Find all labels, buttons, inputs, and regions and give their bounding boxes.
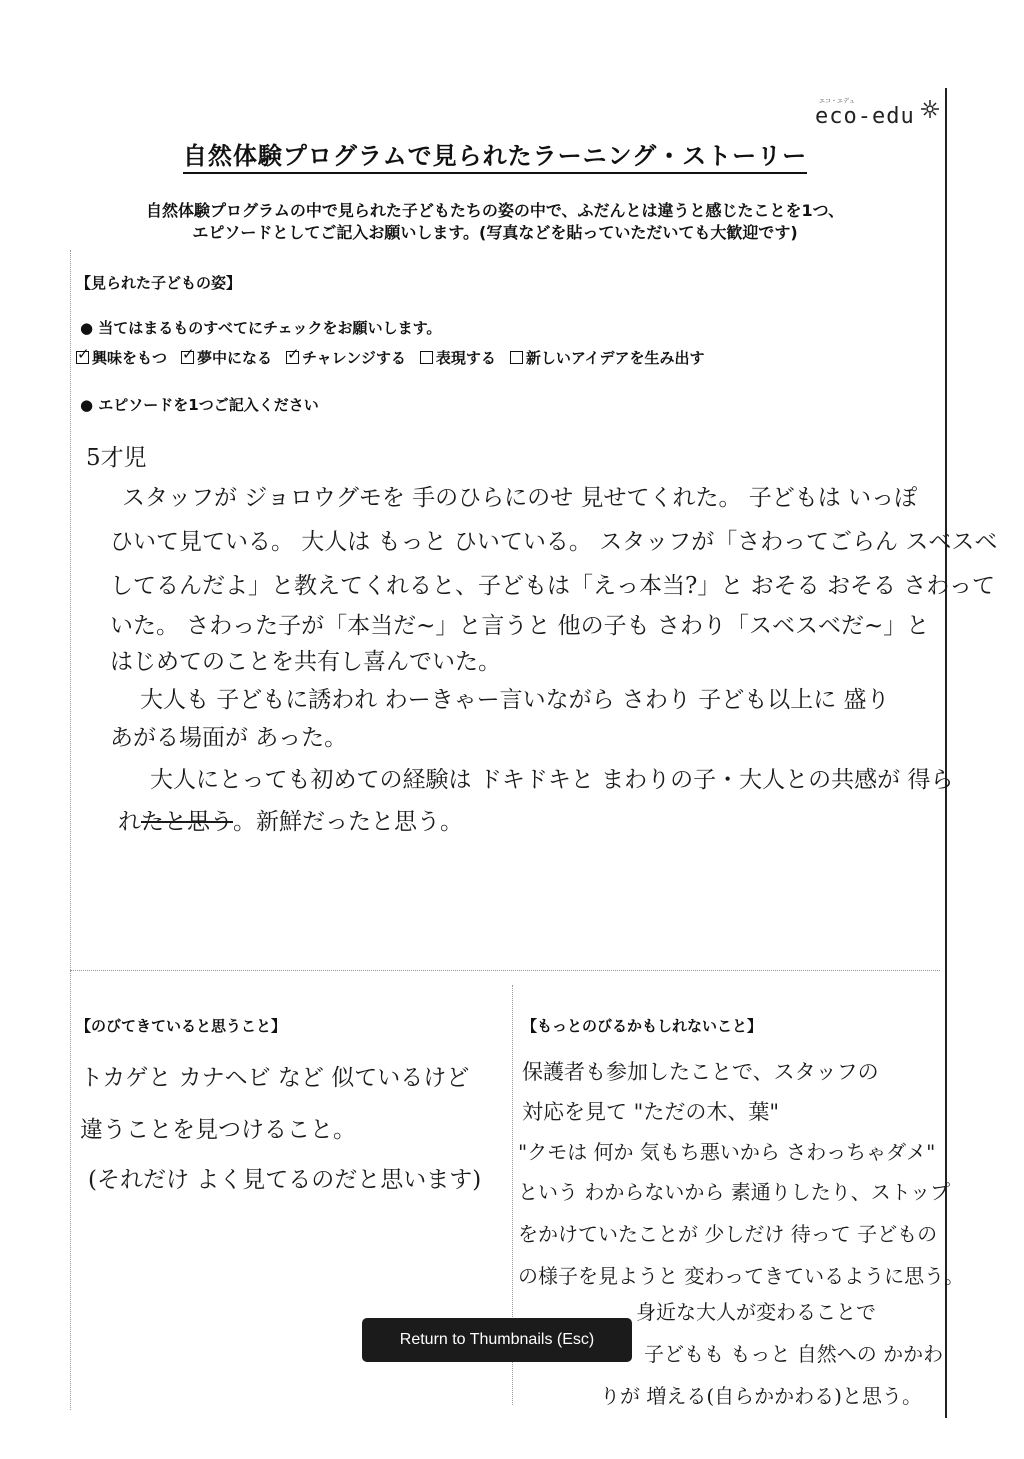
potential-section-heading: 【もっとのびるかもしれないこと】 xyxy=(522,1017,763,1035)
episode-last-line: れたと思う。新鮮だったと思う。 xyxy=(118,809,463,835)
intro-line: エピソードとしてご記入お願いします。(写真などを貼っていただいても大歓迎です) xyxy=(192,223,798,242)
checkbox-label: 表現する xyxy=(435,349,496,367)
potential-line: りが 増える(自らかかわる)と思う。 xyxy=(600,1384,922,1408)
leaf-logo-icon xyxy=(919,98,941,120)
margin-rule xyxy=(945,88,947,1418)
growing-line: 違うことを見つけること。 xyxy=(80,1117,356,1143)
checkbox-icon xyxy=(510,351,523,364)
growing-line: トカゲと カナヘビ など 似ているけど xyxy=(80,1065,470,1091)
child-section-heading: 【見られた子どもの姿】 xyxy=(76,274,242,292)
checkbox-label: 興味をもつ xyxy=(92,349,168,367)
intro-text xyxy=(0,200,990,244)
potential-line: 子どもも もっと 自然への かかわ xyxy=(644,1342,944,1366)
checkbox-absorbed[interactable] xyxy=(181,347,272,368)
checkbox-new-ideas[interactable] xyxy=(510,347,705,368)
page-title: 自然体験プログラムで見られたラーニング・ストーリー xyxy=(0,136,990,171)
episode-line: ひいて見ている。 大人は もっと ひいている。 スタッフが「さわってごらん スベスベ xyxy=(110,529,998,555)
checkbox-icon xyxy=(181,351,194,364)
logo-small-text: エコ・エデュ xyxy=(819,98,855,105)
growing-line: (それだけ よく見てるのだと思います) xyxy=(88,1167,482,1193)
logo-text: eco-edu xyxy=(815,104,915,129)
checkbox-icon xyxy=(286,351,299,364)
section-divider xyxy=(70,970,940,971)
potential-line: の様子を見ようと 変わってきているように思う。 xyxy=(518,1264,965,1288)
left-dotted-border xyxy=(70,250,71,1410)
checkbox-icon xyxy=(76,351,89,364)
return-to-thumbnails-button[interactable]: Return to Thumbnails (Esc) xyxy=(362,1318,632,1362)
episode-line: スタッフが ジョロウグモを 手のひらにのせ 見せてくれた。 子どもは いっぽ xyxy=(122,485,918,511)
intro-line: 自然体験プログラムの中で見られた子どもたちの姿の中で、ふだんとは違うと感じたことを1つ、 xyxy=(145,201,844,220)
episode-line: してるんだよ」と教えてくれると、子どもは「えっ本当?」と おそる おそる さわって xyxy=(110,573,996,599)
checkbox-challenge[interactable] xyxy=(286,347,406,368)
checkbox-row xyxy=(76,347,705,368)
episode-line: 大人にとっても初めての経験は ドキドキと まわりの子・大人との共感が 得ら xyxy=(150,767,954,793)
checkbox-label: チャレンジする xyxy=(302,349,406,367)
potential-line: 保護者も参加したことで、スタッフの xyxy=(522,1060,879,1084)
episode-line: いた。 さわった子が「本当だ~」と言うと 他の子も さわり「スベスベだ~」と xyxy=(110,613,930,639)
checkbox-interest[interactable] xyxy=(76,347,167,368)
checkbox-express[interactable] xyxy=(420,347,496,368)
episode-line: はじめてのことを共有し喜んでいた。 xyxy=(110,649,501,675)
potential-line: という わからないから 素通りしたり、ストップ xyxy=(518,1180,951,1204)
episode-line: あがる場面が あった。 xyxy=(110,725,348,751)
checkbox-icon xyxy=(420,351,433,364)
episode-line: 大人も 子どもに誘われ わーきゃー言いながら さわり 子ども以上に 盛り xyxy=(140,687,890,713)
checkbox-label: 新しいアイデアを生み出す xyxy=(525,349,705,367)
growing-section-heading: 【のびてきていると思うこと】 xyxy=(76,1017,287,1035)
potential-line: 対応を見て "ただの木、葉" xyxy=(522,1100,779,1124)
checkbox-label: 夢中になる xyxy=(197,349,273,367)
potential-line: 身近な大人が変わることで xyxy=(636,1300,876,1324)
eco-edu-logo xyxy=(815,96,945,136)
potential-line: "クモは 何か 気もち悪いから さわっちゃダメ" xyxy=(518,1140,936,1164)
struck-text: たと思う xyxy=(141,809,233,835)
age-label: 5才児 xyxy=(86,445,147,471)
potential-line: をかけていたことが 少しだけ 待って 子どもの xyxy=(518,1222,938,1246)
episode-instruction: ● エピソードを1つご記入ください xyxy=(80,396,319,414)
check-instruction: ● 当てはまるものすべてにチェックをお願いします。 xyxy=(80,319,442,337)
